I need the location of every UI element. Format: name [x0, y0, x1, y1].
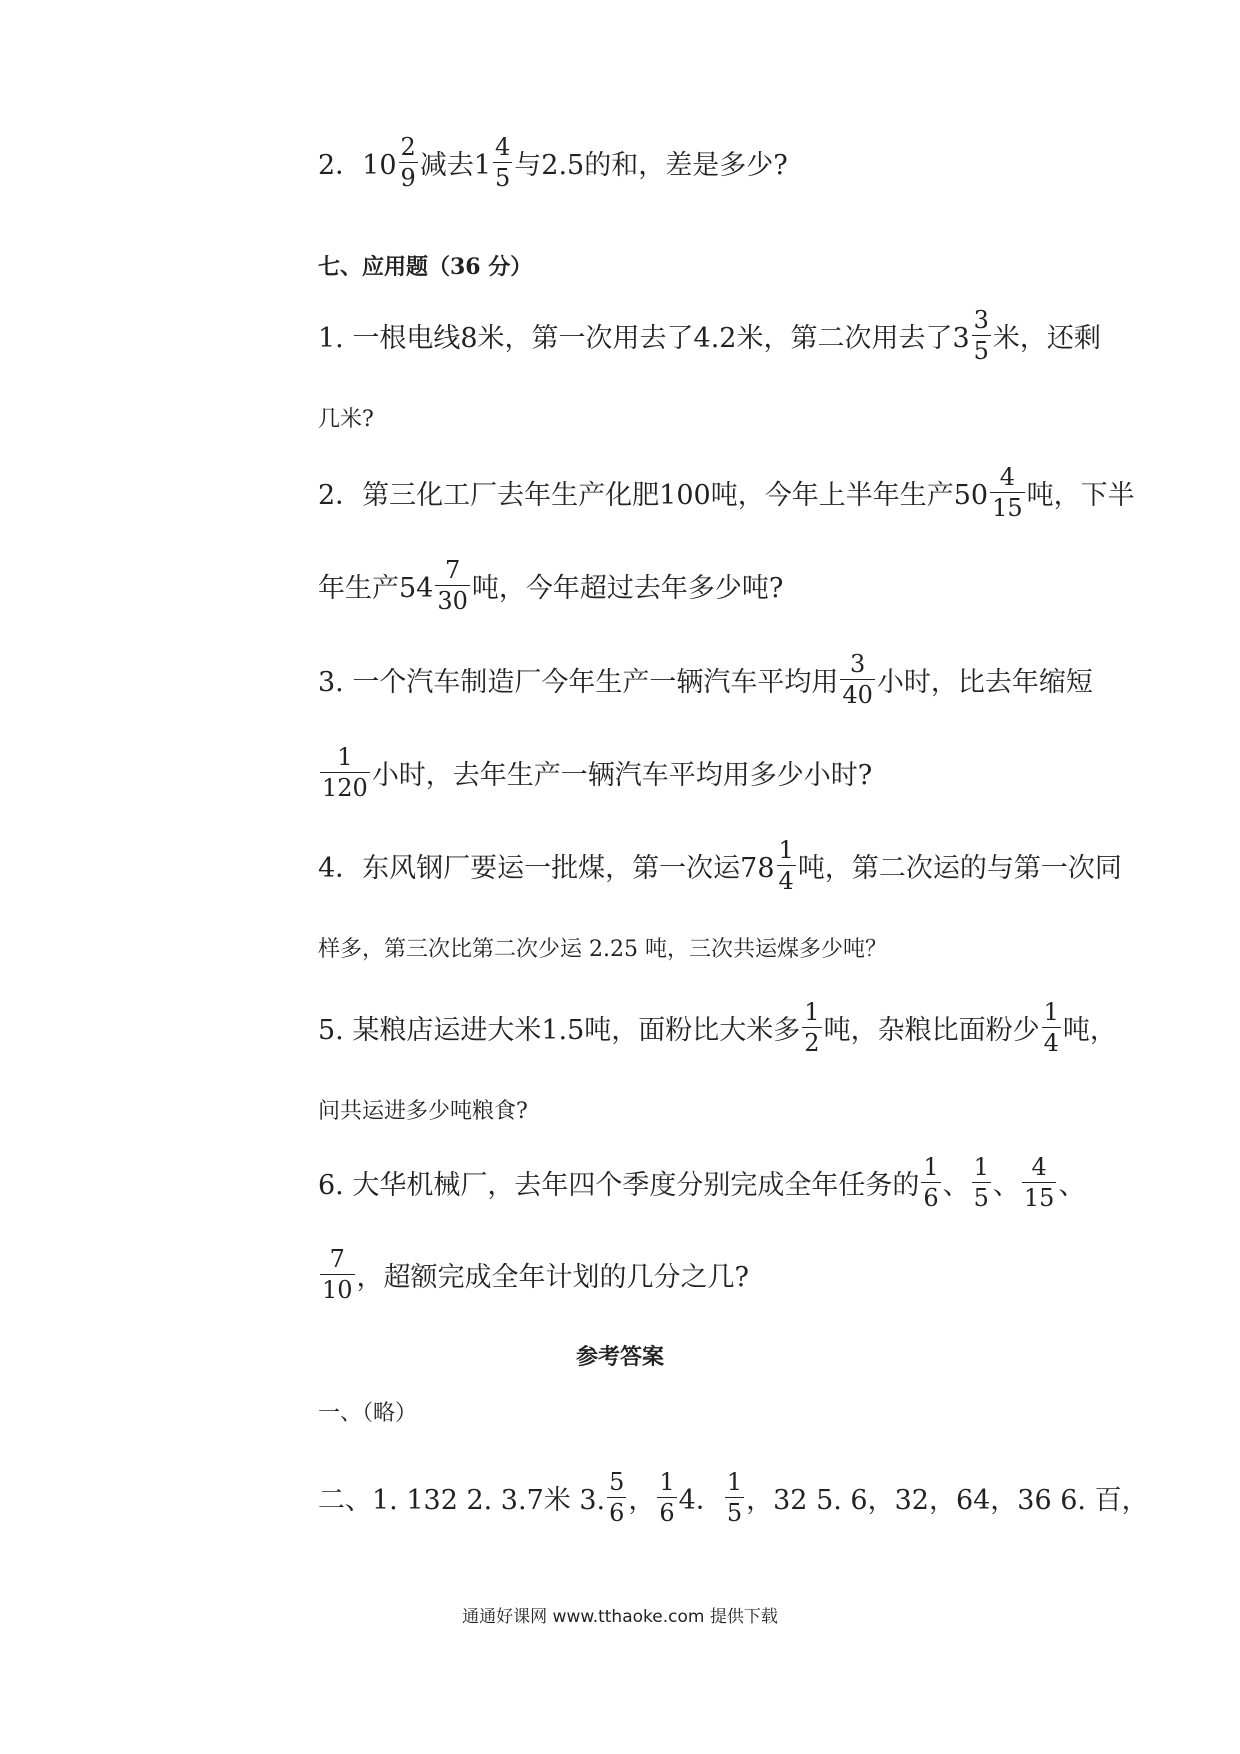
problem-2-cont [318, 558, 783, 613]
answer-2 [318, 1470, 1149, 1525]
answer-1: 一、（略） [318, 1401, 418, 1426]
problem-2 [318, 465, 1135, 520]
text: 年生产54 [318, 573, 434, 604]
text: 4．东风钢厂要运一批煤，第一次运78 [318, 853, 775, 884]
fraction: $\frac{4}{5}$ [495, 133, 511, 192]
text: 2．第三化工厂去年生产化肥100吨，今年上半年生产50 [318, 480, 989, 511]
text: 减去1 [419, 150, 492, 181]
text: 与2.5的和，差是多少? [514, 150, 788, 181]
fraction: $\frac{1}{6}$ [659, 1468, 675, 1527]
fraction: $\frac{7}{10}$ [322, 1245, 353, 1304]
text: 、 [992, 1170, 1020, 1201]
fraction: $\frac{1}{4}$ [1043, 998, 1059, 1057]
answers-title: 参考答案 [575, 1344, 664, 1370]
problem-5-cont: 问共运进多少吨粮食? [318, 1099, 528, 1124]
fraction: $\frac{1}{4}$ [778, 836, 794, 895]
text: 吨， [1062, 1015, 1117, 1046]
text: 吨，杂粮比面粉少 [823, 1015, 1040, 1046]
text: 、 [942, 1170, 970, 1201]
fraction: $\frac{1}{5}$ [726, 1468, 743, 1527]
text: 2．10 [318, 150, 397, 181]
text: ，超额完成全年计划的几分之几? [356, 1262, 750, 1293]
text: 6. 大华机械厂，去年四个季度分别完成全年任务的 [318, 1170, 920, 1201]
problem-6 [318, 1155, 1085, 1210]
text: 吨，下半 [1026, 480, 1135, 511]
fraction: $\frac{7}{30}$ [437, 556, 468, 615]
footer: 通通好课网 www.tthaoke.com 提供下载 [462, 1607, 778, 1627]
text: 小时，比去年缩短 [876, 667, 1093, 698]
problem-6-cont [318, 1247, 749, 1302]
problem-1-cont: 几米? [318, 407, 374, 432]
fraction: $\frac{1}{5}$ [973, 1153, 989, 1212]
text: 4． [678, 1485, 723, 1516]
problem-4 [318, 838, 1122, 893]
text: 米，还剩 [992, 323, 1101, 354]
fraction: $\frac{3}{40}$ [842, 650, 873, 709]
fraction: $\frac{1}{120}$ [322, 743, 368, 802]
text: 3. 一个汽车制造厂今年生产一辆汽车平均用 [318, 667, 839, 698]
text: 、 [1058, 1170, 1086, 1201]
fraction: $\frac{1}{6}$ [923, 1153, 939, 1212]
problem-3-cont [318, 745, 872, 800]
text: ， [628, 1485, 656, 1516]
text: ，32 5. 6，32，64，36 6. 百， [746, 1485, 1149, 1516]
fraction: $\frac{3}{5}$ [973, 306, 989, 365]
fraction: $\frac{4}{15}$ [1023, 1153, 1055, 1212]
problem-3 [318, 652, 1093, 707]
text: 二、1. 132 2. 3.7米 3. [318, 1485, 606, 1516]
problem-4-cont: 样多，第三次比第二次少运 2.25 吨，三次共运煤多少吨？ [318, 937, 887, 962]
text: 小时，去年生产一辆汽车平均用多少小时? [371, 760, 873, 791]
text: 5. 某粮店运进大米1.5吨，面粉比大米多 [318, 1015, 801, 1046]
fraction: $\frac{5}{6}$ [609, 1468, 625, 1527]
fraction: $\frac{2}{9}$ [400, 133, 416, 192]
problem-5 [318, 1000, 1117, 1055]
section-heading: 七、应用题（36 分） [318, 254, 533, 280]
fraction: $\frac{1}{2}$ [804, 998, 820, 1057]
exercise-6-2 [318, 135, 788, 190]
text: 吨，第二次运的与第一次同 [797, 853, 1122, 884]
text: 吨，今年超过去年多少吨? [471, 573, 784, 604]
text: 1. 一根电线8米，第一次用去了4.2米，第二次用去了3 [318, 323, 970, 354]
problem-1 [318, 308, 1101, 363]
fraction: $\frac{4}{15}$ [992, 463, 1023, 522]
